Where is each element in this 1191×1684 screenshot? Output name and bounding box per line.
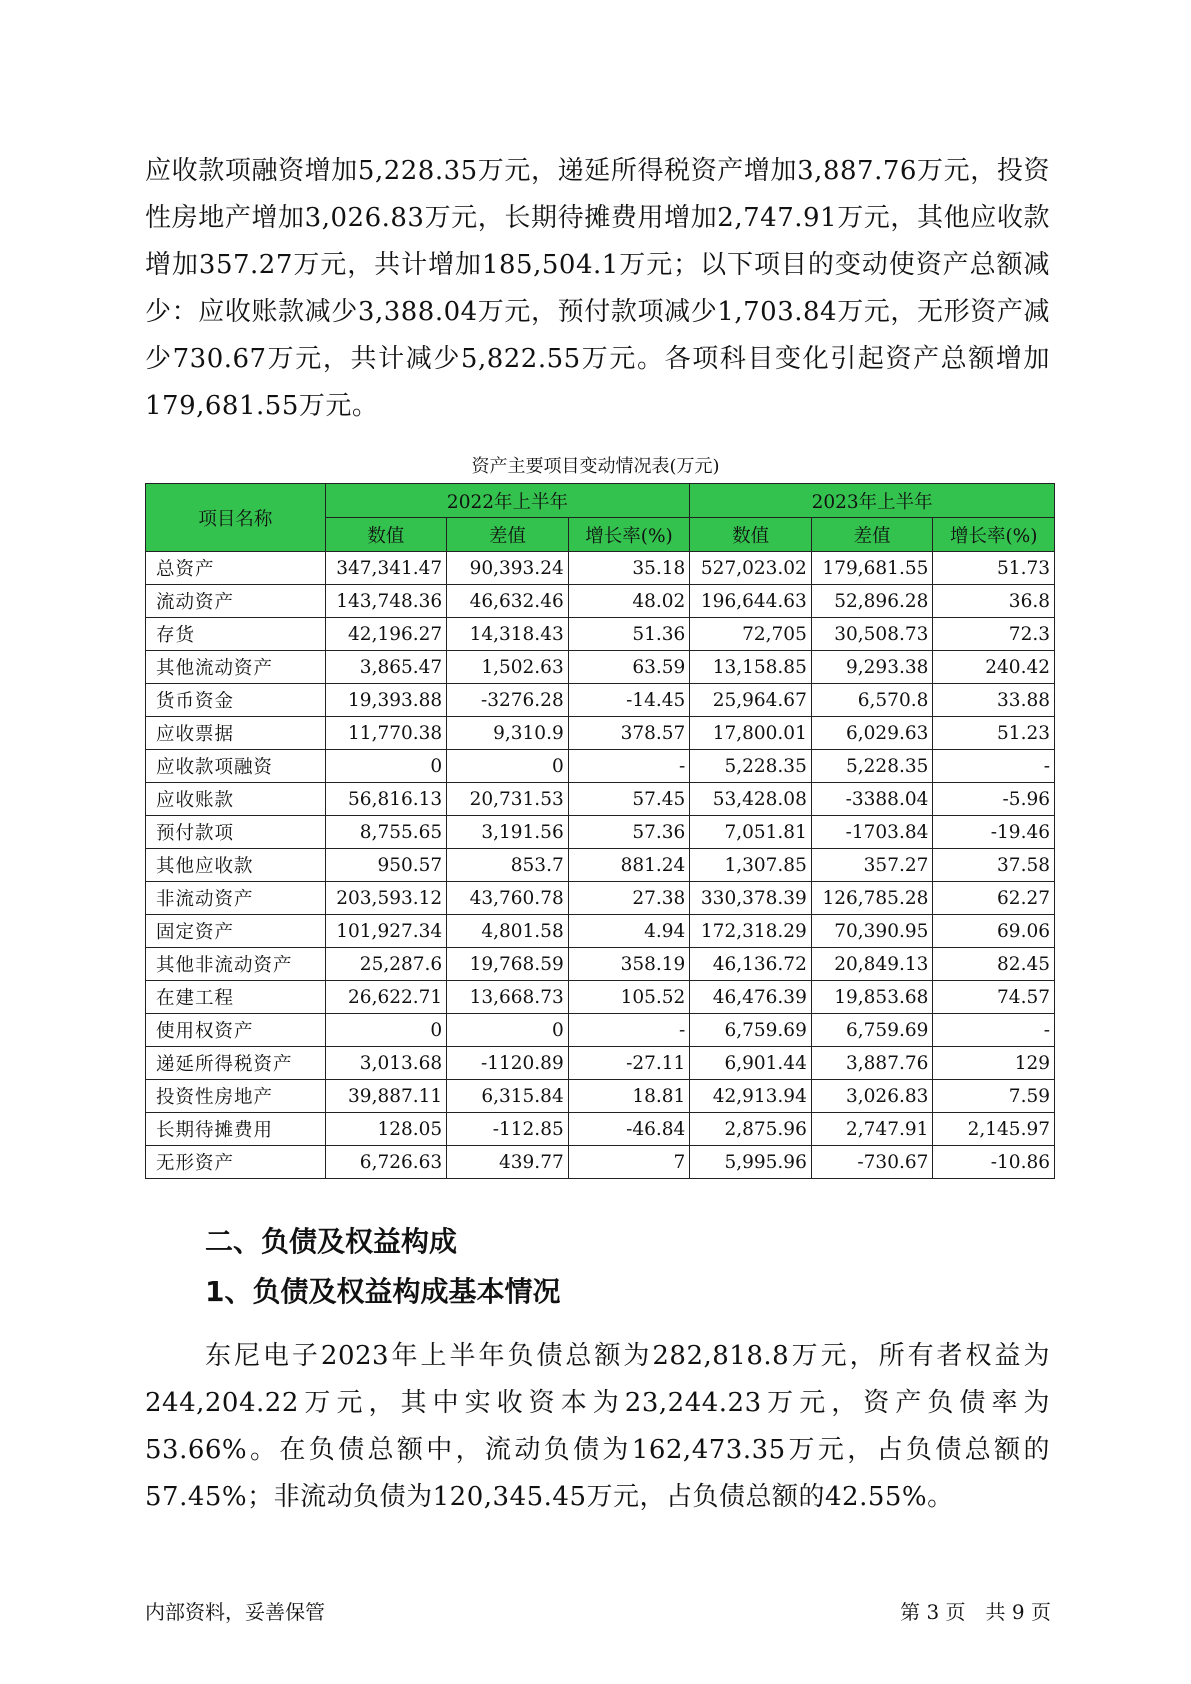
cell-growth-2023: 129 (933, 1047, 1055, 1080)
cell-diff-2022: 0 (447, 1014, 569, 1047)
cell-diff-2023: -3388.04 (811, 783, 933, 816)
cell-growth-2022: 4.94 (568, 915, 690, 948)
cell-value-2022: 3,865.47 (325, 651, 447, 684)
cell-value-2023: 42,913.94 (690, 1080, 812, 1113)
header-period-2023: 2023年上半年 (690, 484, 1055, 518)
cell-growth-2023: -10.86 (933, 1146, 1055, 1179)
cell-growth-2022: 378.57 (568, 717, 690, 750)
row-item-name: 存货 (146, 618, 326, 651)
cell-diff-2022: 19,768.59 (447, 948, 569, 981)
table-row (146, 750, 1055, 783)
cell-value-2023: 25,964.67 (690, 684, 812, 717)
cell-value-2022: 25,287.6 (325, 948, 447, 981)
cell-growth-2022: 57.45 (568, 783, 690, 816)
cell-growth-2023: 82.45 (933, 948, 1055, 981)
row-item-name: 总资产 (146, 552, 326, 585)
table-row (146, 552, 1055, 585)
cell-growth-2023: -5.96 (933, 783, 1055, 816)
row-item-name: 无形资产 (146, 1146, 326, 1179)
table-body (146, 552, 1055, 1179)
cell-value-2022: 42,196.27 (325, 618, 447, 651)
cell-growth-2023: 36.8 (933, 585, 1055, 618)
cell-growth-2023: 74.57 (933, 981, 1055, 1014)
cell-diff-2022: 1,502.63 (447, 651, 569, 684)
cell-value-2023: 330,378.39 (690, 882, 812, 915)
cell-diff-2023: 6,029.63 (811, 717, 933, 750)
cell-growth-2022: - (568, 750, 690, 783)
header-diff-2022: 差值 (447, 518, 569, 552)
cell-value-2022: 8,755.65 (325, 816, 447, 849)
cell-diff-2023: 30,508.73 (811, 618, 933, 651)
cell-value-2023: 5,228.35 (690, 750, 812, 783)
cell-value-2023: 6,759.69 (690, 1014, 812, 1047)
row-item-name: 其他流动资产 (146, 651, 326, 684)
cell-growth-2022: -27.11 (568, 1047, 690, 1080)
table-row (146, 1047, 1055, 1080)
row-item-name: 投资性房地产 (146, 1080, 326, 1113)
cell-diff-2023: 70,390.95 (811, 915, 933, 948)
cell-growth-2022: 51.36 (568, 618, 690, 651)
cell-growth-2022: 105.52 (568, 981, 690, 1014)
cell-diff-2023: -730.67 (811, 1146, 933, 1179)
table-row (146, 849, 1055, 882)
cell-value-2022: 26,622.71 (325, 981, 447, 1014)
cell-diff-2023: -1703.84 (811, 816, 933, 849)
cell-growth-2022: 881.24 (568, 849, 690, 882)
cell-value-2022: 11,770.38 (325, 717, 447, 750)
cell-growth-2022: 358.19 (568, 948, 690, 981)
table-row (146, 651, 1055, 684)
cell-value-2022: 6,726.63 (325, 1146, 447, 1179)
table-row (146, 783, 1055, 816)
cell-diff-2022: -3276.28 (447, 684, 569, 717)
cell-growth-2023: 69.06 (933, 915, 1055, 948)
row-item-name: 预付款项 (146, 816, 326, 849)
cell-growth-2022: 57.36 (568, 816, 690, 849)
cell-diff-2023: 357.27 (811, 849, 933, 882)
cell-value-2022: 0 (325, 750, 447, 783)
cell-value-2023: 46,476.39 (690, 981, 812, 1014)
header-growth-2023: 增长率(%) (933, 518, 1055, 552)
cell-diff-2022: 90,393.24 (447, 552, 569, 585)
table-row (146, 1113, 1055, 1146)
row-item-name: 递延所得税资产 (146, 1047, 326, 1080)
cell-diff-2023: 52,896.28 (811, 585, 933, 618)
liabilities-paragraph: 东尼电子2023年上半年负债总额为282,818.8万元，所有者权益为244,204.22万元，其中实收资本为23,244.23万元，资产负债率为53.66%。在负债总额中，流动负债为162,473.35万元，占负债总额的57.45%；非流动负债为120,345.45万元，占负债总额的42.55%。 (145, 1341, 1050, 1512)
cell-growth-2022: 63.59 (568, 651, 690, 684)
cell-growth-2022: 48.02 (568, 585, 690, 618)
cell-growth-2023: - (933, 750, 1055, 783)
cell-diff-2023: 3,887.76 (811, 1047, 933, 1080)
subsection-heading: 1、负债及权益构成基本情况 (205, 1275, 561, 1308)
cell-value-2022: 101,927.34 (325, 915, 447, 948)
cell-value-2023: 2,875.96 (690, 1113, 812, 1146)
table-row (146, 915, 1055, 948)
row-item-name: 其他应收款 (146, 849, 326, 882)
table-row (146, 1014, 1055, 1047)
row-item-name: 在建工程 (146, 981, 326, 1014)
row-item-name: 其他非流动资产 (146, 948, 326, 981)
row-item-name: 非流动资产 (146, 882, 326, 915)
cell-diff-2022: 9,310.9 (447, 717, 569, 750)
cell-growth-2023: 240.42 (933, 651, 1055, 684)
row-item-name: 货币资金 (146, 684, 326, 717)
cell-diff-2023: 20,849.13 (811, 948, 933, 981)
header-item-name: 项目名称 (146, 484, 326, 552)
cell-diff-2023: 2,747.91 (811, 1113, 933, 1146)
cell-diff-2022: 13,668.73 (447, 981, 569, 1014)
cell-growth-2023: 51.73 (933, 552, 1055, 585)
footer-confidential-note: 内部资料，妥善保管 (145, 1600, 325, 1624)
cell-diff-2022: 14,318.43 (447, 618, 569, 651)
asset-change-table (145, 483, 1055, 1179)
row-item-name: 长期待摊费用 (146, 1113, 326, 1146)
cell-diff-2023: 6,759.69 (811, 1014, 933, 1047)
cell-value-2022: 56,816.13 (325, 783, 447, 816)
cell-growth-2023: -19.46 (933, 816, 1055, 849)
cell-diff-2023: 6,570.8 (811, 684, 933, 717)
cell-value-2023: 46,136.72 (690, 948, 812, 981)
cell-growth-2022: -46.84 (568, 1113, 690, 1146)
cell-value-2022: 203,593.12 (325, 882, 447, 915)
table-row (146, 1080, 1055, 1113)
cell-diff-2022: 439.77 (447, 1146, 569, 1179)
header-value-2023: 数值 (690, 518, 812, 552)
cell-value-2022: 0 (325, 1014, 447, 1047)
cell-growth-2023: 7.59 (933, 1080, 1055, 1113)
cell-diff-2023: 179,681.55 (811, 552, 933, 585)
row-item-name: 应收款项融资 (146, 750, 326, 783)
footer-page-number: 第 3 页 共 9 页 (900, 1600, 1051, 1624)
cell-diff-2022: 3,191.56 (447, 816, 569, 849)
cell-value-2022: 3,013.68 (325, 1047, 447, 1080)
cell-value-2023: 72,705 (690, 618, 812, 651)
row-item-name: 流动资产 (146, 585, 326, 618)
cell-diff-2022: 43,760.78 (447, 882, 569, 915)
cell-growth-2022: 35.18 (568, 552, 690, 585)
cell-growth-2022: 18.81 (568, 1080, 690, 1113)
cell-diff-2023: 126,785.28 (811, 882, 933, 915)
cell-value-2023: 17,800.01 (690, 717, 812, 750)
row-item-name: 固定资产 (146, 915, 326, 948)
header-period-2022: 2022年上半年 (325, 484, 690, 518)
cell-value-2023: 196,644.63 (690, 585, 812, 618)
cell-diff-2022: 4,801.58 (447, 915, 569, 948)
cell-value-2023: 7,051.81 (690, 816, 812, 849)
row-item-name: 应收账款 (146, 783, 326, 816)
cell-value-2023: 13,158.85 (690, 651, 812, 684)
cell-growth-2022: -14.45 (568, 684, 690, 717)
table-row (146, 948, 1055, 981)
cell-growth-2023: 2,145.97 (933, 1113, 1055, 1146)
cell-growth-2022: - (568, 1014, 690, 1047)
table-row (146, 981, 1055, 1014)
cell-value-2022: 19,393.88 (325, 684, 447, 717)
cell-value-2023: 5,995.96 (690, 1146, 812, 1179)
table-row (146, 1146, 1055, 1179)
cell-growth-2022: 27.38 (568, 882, 690, 915)
cell-diff-2023: 19,853.68 (811, 981, 933, 1014)
cell-value-2023: 53,428.08 (690, 783, 812, 816)
cell-value-2022: 39,887.11 (325, 1080, 447, 1113)
cell-diff-2022: 0 (447, 750, 569, 783)
cell-value-2022: 128.05 (325, 1113, 447, 1146)
cell-diff-2022: 46,632.46 (447, 585, 569, 618)
cell-diff-2022: 853.7 (447, 849, 569, 882)
table-row (146, 717, 1055, 750)
cell-diff-2022: -112.85 (447, 1113, 569, 1146)
cell-diff-2022: 20,731.53 (447, 783, 569, 816)
cell-diff-2023: 3,026.83 (811, 1080, 933, 1113)
cell-growth-2022: 7 (568, 1146, 690, 1179)
cell-growth-2023: 33.88 (933, 684, 1055, 717)
cell-growth-2023: - (933, 1014, 1055, 1047)
intro-paragraph: 应收款项融资增加5,228.35万元，递延所得税资产增加3,887.76万元，投资性房地产增加3,026.83万元，长期待摊费用增加2,747.91万元，其他应收款增加357.27万元，共计增加185,504.1万元；以下项目的变动使资产总额减少：应收账款减少3,388.04万元，预付款项减少1,703.84万元，无形资产减少730.67万元，共计减少5,822.55万元。各项科目变化引起资产总额增加179,681.55万元。 (145, 156, 1050, 421)
table-row (146, 816, 1055, 849)
cell-value-2023: 527,023.02 (690, 552, 812, 585)
cell-value-2023: 172,318.29 (690, 915, 812, 948)
cell-diff-2023: 9,293.38 (811, 651, 933, 684)
cell-growth-2023: 72.3 (933, 618, 1055, 651)
cell-value-2022: 950.57 (325, 849, 447, 882)
section-heading: 二、负债及权益构成 (205, 1225, 458, 1258)
header-row-periods (146, 484, 1055, 518)
cell-value-2023: 1,307.85 (690, 849, 812, 882)
header-value-2022: 数值 (325, 518, 447, 552)
table-row (146, 684, 1055, 717)
header-diff-2023: 差值 (811, 518, 933, 552)
table-row (146, 585, 1055, 618)
table-caption: 资产主要项目变动情况表(万元) (471, 456, 720, 477)
cell-diff-2022: -1120.89 (447, 1047, 569, 1080)
cell-value-2023: 6,901.44 (690, 1047, 812, 1080)
cell-value-2022: 143,748.36 (325, 585, 447, 618)
row-item-name: 应收票据 (146, 717, 326, 750)
cell-value-2022: 347,341.47 (325, 552, 447, 585)
cell-diff-2023: 5,228.35 (811, 750, 933, 783)
cell-diff-2022: 6,315.84 (447, 1080, 569, 1113)
table-row (146, 882, 1055, 915)
header-growth-2022: 增长率(%) (568, 518, 690, 552)
cell-growth-2023: 37.58 (933, 849, 1055, 882)
row-item-name: 使用权资产 (146, 1014, 326, 1047)
cell-growth-2023: 51.23 (933, 717, 1055, 750)
table-row (146, 618, 1055, 651)
cell-growth-2023: 62.27 (933, 882, 1055, 915)
